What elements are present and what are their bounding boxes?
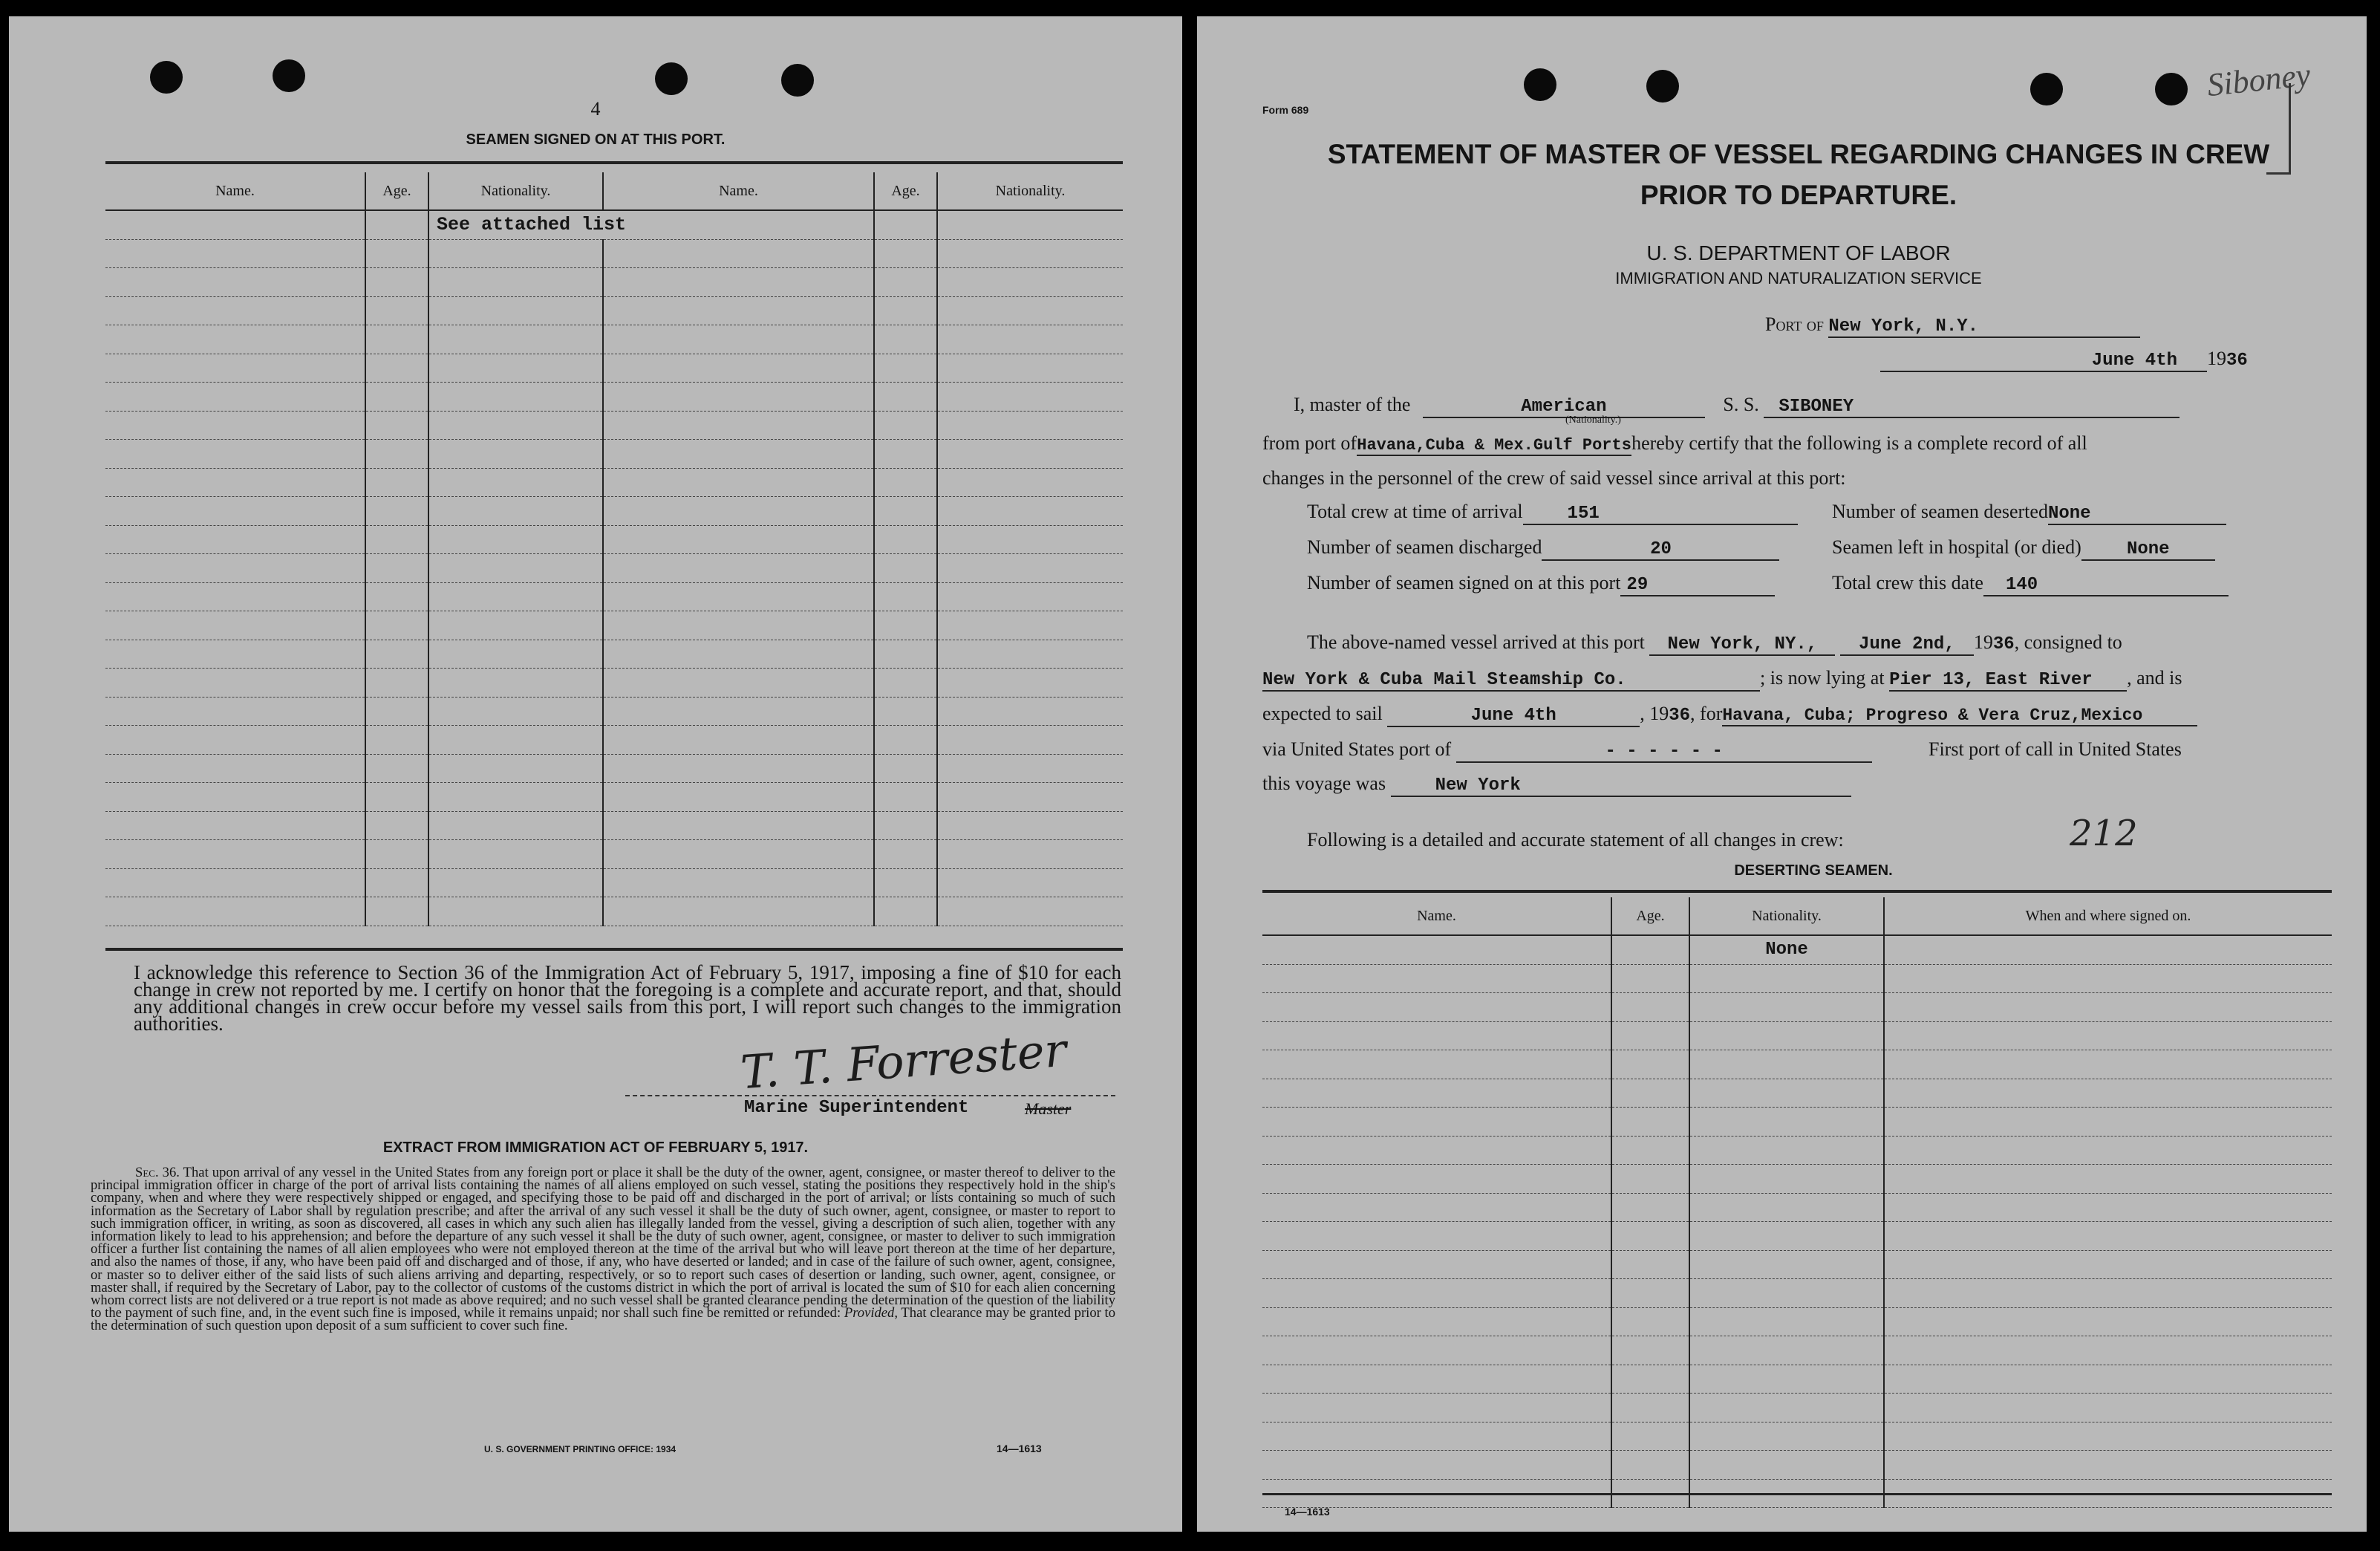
table-top-rule [105, 161, 1123, 164]
form-code: 14—1613 [1285, 1506, 1330, 1518]
printer-imprint: U. S. GOVERNMENT PRINTING OFFICE: 1934 [484, 1444, 676, 1454]
section-label: Sec. 36. [135, 1165, 180, 1180]
form-number: Form 689 [1262, 104, 1309, 116]
following-text: Following is a detailed and accurate statement of all changes in crew: [1307, 829, 1844, 851]
punch-hole [150, 61, 183, 94]
deserting-table-top-rule [1262, 890, 2332, 893]
expected-line [1262, 703, 2197, 727]
table-row [1262, 935, 2332, 964]
nationality-value: American [1423, 397, 1705, 418]
table-row [1262, 1279, 2332, 1308]
extract-heading: EXTRACT FROM IMMIGRATION ACT OF FEBRUARY 5, 1917. [382, 1139, 809, 1156]
col-header-signed-on: When and where signed on. [1884, 897, 2332, 935]
punch-hole [1524, 68, 1556, 101]
date-value: June 4th [1880, 351, 2207, 372]
table-row [1262, 1165, 2332, 1194]
from-port-label: from port of [1262, 432, 1357, 454]
ship-name: SIBONEY [1764, 397, 2180, 418]
via-value: - - - - - - [1456, 741, 1872, 763]
acknowledgement-text: I acknowledge this reference to Section 36 of the Immigration Act of February 5, 1917, imposing a fine of $10 for each change in crew not reported by me. I certify on honor that the foregoing is a complete and accurate report, and that, should any additional changes in crew occur before my vessel sails from this port, I will report such changes to the immigration authorities. [134, 961, 1121, 1035]
consigned-text: , consigned to [2014, 631, 2122, 653]
proviso-body: That clearance may be granted prior to the determination of such question upon deposit of a sum sufficient to cover such fine. [91, 1305, 1116, 1334]
punch-hole [1646, 70, 1679, 103]
col-header-name: Name. [1262, 897, 1611, 935]
table-row [1262, 1136, 2332, 1165]
deserting-heading: DESERTING SEAMEN. [1734, 862, 1893, 879]
form-title-line-1: STATEMENT OF MASTER OF VESSEL REGARDING CHANGES IN CREW [1327, 139, 2270, 169]
table-row [105, 440, 1123, 469]
first-port-text: First port of call in United States [1929, 738, 2182, 760]
table-row [1262, 1307, 2332, 1336]
table-row [105, 354, 1123, 383]
sail-date: June 4th [1387, 706, 1640, 727]
table-row [105, 582, 1123, 611]
table-row [1262, 1394, 2332, 1422]
port-value: New York, N.Y. [1828, 316, 2140, 338]
proviso-label: Provided, [844, 1305, 899, 1321]
deserted-label: Number of seamen deserted [1832, 501, 2048, 522]
table-bottom-rule [105, 948, 1123, 951]
table-row [105, 468, 1123, 497]
table-row [105, 754, 1123, 783]
form-code: 14—1613 [997, 1443, 1042, 1454]
from-port-line [1262, 432, 2087, 456]
table-row [105, 210, 1123, 239]
hospital-row [1832, 536, 2215, 561]
table-row [105, 383, 1123, 412]
table-row [1262, 1222, 2332, 1251]
right-page [1197, 16, 2367, 1532]
col-header-age: Age. [874, 172, 937, 210]
table-row [1262, 1079, 2332, 1108]
arrived-date: June 2nd, [1840, 634, 1974, 656]
table-row [105, 239, 1123, 268]
signature-line [625, 1095, 1115, 1096]
signed-on-value: 29 [1620, 575, 1775, 596]
deserting-seamen-table [1262, 897, 2332, 1508]
signature: T. T. Forrester [738, 1022, 1069, 1100]
year-prefix: 19 [2207, 348, 2226, 369]
deserted-value: None [2048, 504, 2226, 525]
table-row [1262, 1021, 2332, 1050]
col-header-age: Age. [1611, 897, 1689, 935]
deserting-table-bottom-rule [1262, 1493, 2332, 1495]
table-row [105, 868, 1123, 897]
arrived-year: 36 [1992, 634, 2015, 654]
punch-hole [655, 62, 688, 95]
service: IMMIGRATION AND NATURALIZATION SERVICE [1615, 269, 1982, 287]
via-text: via United States port of [1262, 738, 1452, 760]
via-line [1262, 738, 1872, 763]
signature-title: Marine Superintendent [744, 1098, 969, 1118]
date-line [1880, 348, 2248, 372]
total-date-row [1832, 572, 2229, 596]
arrived-year-prefix: 19 [1973, 631, 1993, 653]
year-suffix: 36 [2226, 351, 2248, 371]
table-row [1262, 1365, 2332, 1394]
signed-on-label: Number of seamen signed on at this port [1307, 572, 1621, 594]
total-date-value: 140 [1983, 575, 2229, 596]
table-row [1262, 1422, 2332, 1451]
table-row [1262, 1108, 2332, 1137]
discharged-label: Number of seamen discharged [1307, 536, 1542, 558]
punch-hole [781, 64, 814, 97]
table-row [105, 897, 1123, 926]
ss-label: S. S. [1723, 394, 1759, 415]
sail-year: 36 [1669, 706, 1691, 726]
hospital-label: Seamen left in hospital (or died) [1832, 536, 2081, 558]
form-title-line-2: PRIOR TO DEPARTURE. [1640, 180, 1957, 210]
department: U. S. DEPARTMENT OF LABOR [1646, 241, 1951, 264]
punch-hole [2030, 73, 2063, 105]
master-label: I, master of the [1294, 394, 1411, 415]
for-text: , for [1690, 703, 1723, 724]
table-row [1262, 1336, 2332, 1365]
col-header-name: Name. [603, 172, 874, 210]
voyage-value: New York [1391, 776, 1851, 797]
total-date-label: Total crew this date [1832, 572, 1983, 594]
struck-title: Master [1025, 1099, 1072, 1118]
table-row [1262, 993, 2332, 1022]
master-line [1294, 394, 2180, 418]
hospital-value: None [2081, 539, 2215, 561]
table-row [105, 554, 1123, 583]
total-arrival-label: Total crew at time of arrival [1307, 501, 1523, 522]
expected-text: expected to sail [1262, 703, 1383, 724]
consignee-line [1262, 667, 2182, 692]
table-row [1262, 964, 2332, 993]
table-row [105, 669, 1123, 698]
attached-list-note: See attached list [437, 214, 627, 236]
sail-year-prefix: , 19 [1640, 703, 1669, 724]
table-row [105, 783, 1123, 812]
col-header-age: Age. [365, 172, 428, 210]
consignee-value: New York & Cuba Mail Steamship Co. [1262, 670, 1760, 692]
voyage-line [1262, 773, 1851, 797]
port-label: Port of [1765, 313, 1824, 335]
col-header-name: Name. [105, 172, 365, 210]
table-row [105, 697, 1123, 726]
changes-line: changes in the personnel of the crew of said vessel since arrival at this port: [1262, 467, 1846, 489]
left-page [9, 16, 1182, 1532]
arrived-port: New York, NY., [1649, 634, 1835, 656]
table-row [105, 611, 1123, 640]
nationality-caption: (Nationality.) [1565, 414, 1621, 426]
punch-hole [2155, 73, 2188, 105]
table-row [105, 525, 1123, 554]
table-row [105, 726, 1123, 755]
discharged-row [1307, 536, 1779, 561]
section-body: That upon arrival of any vessel in the United States from any foreign port or place it shall be the duty of the owner, agent, consignee, or master thereof to deliver to the principal immigration officer in charge of the port of arrival lists containing the names of all aliens employed on such vessel, stating the positions they respectively hold in the ship's company, when and where they were respectively shipped or engaged, and specifying those to be paid off and discharged in the port of arrival; or lists containing so much of such information as the Secretary of Labor shall by regulation prescribe; and after the arrival of any such vessel it shall be the duty of such owner, agent, consignee, or master to report to such immigration officer, in writing, as soon as discovered, all cases in which any such alien has illegally landed from the vessel, giving a description of such alien, together with any information likely to lead to his apprehension; and before the departure of any such vessel it shall be the duty of such owner, agent, consignee, or master to deliver to such immigration officer a further list containing the names of all alien employees who were not employed thereon at the time of the arrival but who will leave port thereon at the time of her departure, and also the names of those, if any, who have been paid off and discharged and of those, if any, who have deserted or landed; and in case of the failure of such owner, agent, consignee, or master so to deliver either of the said lists of such aliens arriving and departing, respectively, or so to report such cases of desertion or landing, such owner, agent, consignee, or master shall, if required by the Secretary of Labor, pay to the collector of customs of the customs district in which the port of arrival is located the sum of $10 for each alien concerning whom correct lists are not delivered or a true report is not made as above required; and no such vessel shall be granted clearance pending the determination of the question of the liability to the payment of such fine, and, in the event such fine is imposed, while it remains unpaid; nor shall such fine be remitted or refunded: [91, 1165, 1116, 1321]
section-text [91, 1166, 1115, 1333]
port-line [1765, 313, 2140, 338]
table-row [105, 268, 1123, 297]
lying-text: ; is now lying at [1760, 667, 1885, 689]
table-row [105, 296, 1123, 325]
voyage-text: this voyage was [1262, 773, 1386, 794]
col-header-nationality: Nationality. [1689, 897, 1884, 935]
col-header-nationality: Nationality. [937, 172, 1123, 210]
pier-value: Pier 13, East River [1889, 670, 2127, 692]
margin-note: Siboney [2205, 56, 2312, 104]
table-row [1262, 1050, 2332, 1079]
and-is-text: , and is [2127, 667, 2182, 689]
signed-on-table [105, 172, 1123, 926]
signed-on-row [1307, 572, 1775, 596]
deserted-row [1832, 501, 2226, 525]
page-number: 4 [590, 98, 601, 120]
destination: Havana, Cuba; Progreso & Vera Cruz,Mexico [1722, 706, 2197, 726]
table-row [105, 640, 1123, 669]
discharged-value: 20 [1542, 539, 1779, 561]
table-row [105, 411, 1123, 440]
table-row [105, 497, 1123, 526]
table-row [1262, 1451, 2332, 1480]
punch-hole [273, 59, 305, 92]
none-entry: None [1765, 940, 1808, 960]
certify-text: hereby certify that the following is a complete record of all [1631, 432, 2087, 454]
table-row [1262, 1193, 2332, 1222]
total-arrival-row [1307, 501, 1798, 525]
table-row [1262, 1250, 2332, 1279]
arrived-line [1307, 631, 2122, 656]
handwritten-number: 212 [2070, 813, 2138, 854]
total-arrival-value: 151 [1523, 504, 1798, 525]
table-row [105, 325, 1123, 354]
table-row [105, 840, 1123, 869]
from-port-value: Havana,Cuba & Mex.Gulf Ports [1357, 436, 1631, 455]
signed-on-heading: SEAMEN SIGNED ON AT THIS PORT. [466, 131, 726, 148]
table-row [105, 811, 1123, 840]
arrived-text: The above-named vessel arrived at this port [1307, 631, 1645, 653]
col-header-nationality: Nationality. [428, 172, 603, 210]
